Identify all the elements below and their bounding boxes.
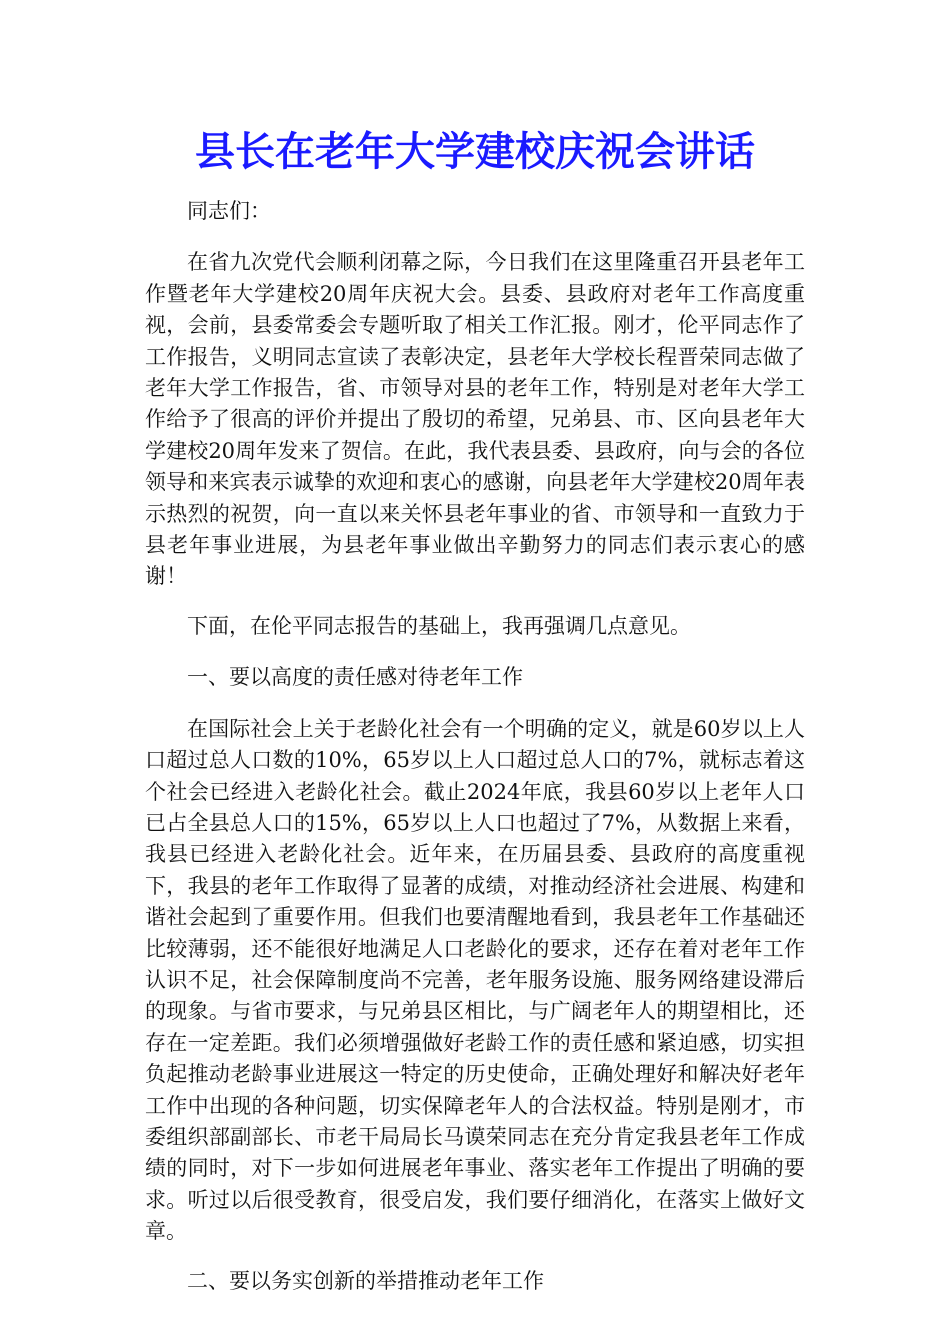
paragraph-transition: 下面，在伦平同志报告的基础上，我再强调几点意见。 [187, 613, 691, 638]
section-heading-1: 一、要以高度的责任感对待老年工作 [187, 665, 523, 690]
salutation: 同志们： [187, 199, 271, 223]
document-title: 县长在老年大学建校庆祝会讲话 [195, 128, 755, 175]
section-heading-2: 二、要以务实创新的举措推动老年工作 [187, 1268, 544, 1293]
document-body [145, 196, 805, 1315]
paragraph-aging-society: 在国际社会上关于老龄化社会有一个明确的定义，就是60岁以上人口超过总人口数的10%，65岁以上人口超过总人口的7%，就标志着这个社会已经进入老龄化社会。截止2024年底，我县60岁以上老年人口已占全县总人口的15%，65岁以上人口也超过了7%，从数据上来看，我县已经进入老龄化社会。近年来，在历届县委、县政府的高度重视下，我县的老年工作取得了显著的成绩，对推动经济社会进展、构建和谐社会起到了重要作用。但我们也要清醒地看到，我县老年工作基础还比较薄弱，还不能很好地满足人口老龄化的要求，还存在着对老年工作认识不足，社会保障制度尚不完善，老年服务设施、服务网络建设滞后的现象。与省市要求，与兄弟县区相比，与广阔老年人的期望相比，还存在一定差距。我们必须增强做好老龄工作的责任感和紧迫感，切实担负起推动老龄事业进展这一特定的历史使命，正确处理好和解决好老年工作中出现的各种问题，切实保障老年人的合法权益。特别是刚才，市委组织部副部长、市老干局局长马谟荣同志在充分肯定我县老年工作成绩的同时，对下一步如何进展老年事业、落实老年工作提出了明确的要求。听过以后很受教育，很受启发，我们要仔细消化，在落实上做好文章。 [145, 716, 805, 1244]
paragraph-opening: 在省九次党代会顺利闭幕之际，今日我们在这里隆重召开县老年工作暨老年大学建校20周年庆祝大会。县委、县政府对老年工作高度重视，会前，县委常委会专题听取了相关工作汇报。刚才，伦平同志作了工作报告，义明同志宣读了表彰决定，县老年大学校长程晋荣同志做了老年大学工作报告，省、市领导对县的老年工作，特别是对老年大学工作给予了很高的评价并提出了殷切的希望，兄弟县、市、区向县老年大学建校20周年发来了贺信。在此，我代表县委、县政府，向与会的各位领导和来宾表示诚挚的欢迎和衷心的感谢，向县老年大学建校20周年表示热烈的祝贺，向一直以来关怀县老年事业的省、市领导和一直致力于县老年事业进展，为县老年事业做出辛勤努力的同志们表示衷心的感谢！ [145, 250, 805, 589]
